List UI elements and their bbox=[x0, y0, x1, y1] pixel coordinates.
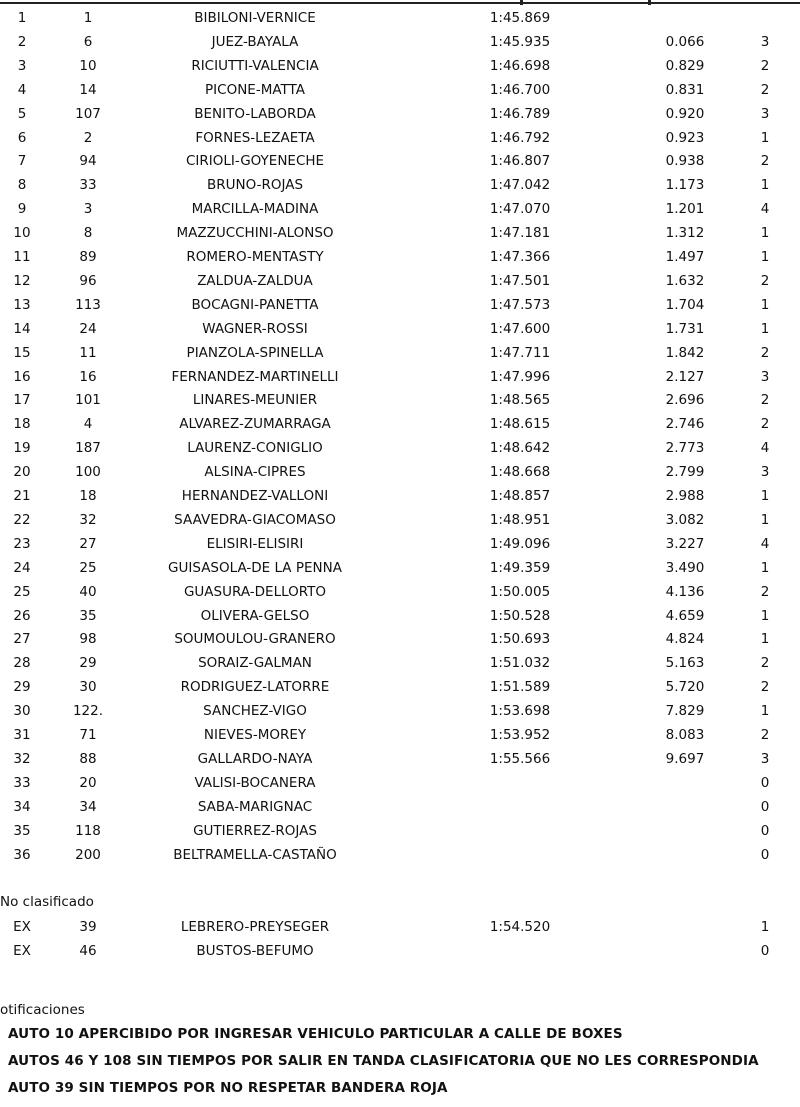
car-number-cell: 30 bbox=[79, 679, 97, 696]
drivers-cell: HERNANDEZ-VALLONI bbox=[181, 488, 329, 504]
laps-cell: 2 bbox=[760, 81, 770, 98]
drivers-cell: JUEZ-BAYALA bbox=[211, 33, 299, 50]
lap-time-cell: 1:50.005 bbox=[489, 583, 551, 600]
laps-cell: 3 bbox=[760, 105, 770, 122]
drivers-cell: GUTIERREZ-ROJAS bbox=[193, 822, 317, 839]
car-number-cell: 24 bbox=[79, 320, 97, 337]
laps-cell: 1 bbox=[760, 488, 770, 504]
header-rule-tick bbox=[648, 0, 651, 5]
car-number-cell: 1 bbox=[83, 10, 93, 26]
table-row bbox=[0, 436, 800, 460]
position-cell: 17 bbox=[13, 392, 31, 409]
position-cell: 9 bbox=[17, 201, 27, 218]
drivers-cell: SAAVEDRA-GIACOMASO bbox=[174, 511, 336, 528]
position-cell: 1 bbox=[17, 10, 27, 26]
position-cell: 2 bbox=[17, 33, 27, 50]
car-number-cell: 11 bbox=[79, 344, 97, 361]
lap-time-cell: 1:46.789 bbox=[489, 105, 551, 122]
laps-cell: 1 bbox=[760, 919, 770, 935]
notification-item: AUTOS 46 Y 108 SIN TIEMPOS POR SALIR EN TANDA CLASIFICATORIA QUE NO LES CORRESPONDIA bbox=[8, 1053, 759, 1069]
lap-time-cell: 1:53.952 bbox=[489, 727, 551, 743]
car-number-cell: 113 bbox=[75, 296, 101, 313]
table-row bbox=[0, 126, 800, 150]
table-row bbox=[0, 723, 800, 747]
drivers-cell: RICIUTTI-VALENCIA bbox=[191, 57, 319, 74]
drivers-cell: ELISIRI-ELISIRI bbox=[206, 535, 304, 552]
lap-time-cell: 1:54.520 bbox=[489, 919, 551, 935]
table-row bbox=[0, 221, 800, 245]
car-number-cell: 35 bbox=[79, 607, 97, 624]
lap-time-cell: 1:47.501 bbox=[489, 272, 551, 289]
drivers-cell: BUSTOS-BEFUMO bbox=[196, 943, 314, 959]
laps-cell: 3 bbox=[760, 368, 770, 385]
drivers-cell: LINARES-MEUNIER bbox=[192, 392, 318, 409]
laps-cell: 2 bbox=[760, 344, 770, 361]
car-number-cell: 39 bbox=[79, 919, 97, 935]
car-number-cell: 118 bbox=[75, 822, 101, 839]
table-row bbox=[0, 556, 800, 580]
gap-cell: 2.746 bbox=[665, 416, 705, 433]
lap-time-cell: 1:47.600 bbox=[489, 320, 551, 337]
header-rule bbox=[0, 2, 800, 4]
drivers-cell: GUASURA-DELLORTO bbox=[183, 583, 327, 600]
drivers-cell: GALLARDO-NAYA bbox=[197, 750, 313, 767]
lap-time-cell: 1:46.698 bbox=[489, 57, 551, 74]
table-row bbox=[0, 843, 800, 867]
position-cell: 11 bbox=[13, 249, 31, 265]
car-number-cell: 33 bbox=[79, 177, 97, 194]
laps-cell: 3 bbox=[760, 33, 770, 50]
lap-time-cell: 1:50.528 bbox=[489, 607, 551, 624]
car-number-cell: 88 bbox=[79, 750, 97, 767]
lap-time-cell: 1:48.668 bbox=[489, 464, 551, 481]
table-row bbox=[0, 699, 800, 723]
laps-cell: 3 bbox=[760, 750, 770, 767]
drivers-cell: FERNANDEZ-MARTINELLI bbox=[171, 368, 339, 385]
lap-time-cell: 1:47.711 bbox=[489, 344, 551, 361]
gap-cell: 1.632 bbox=[665, 272, 705, 289]
laps-cell: 0 bbox=[760, 774, 770, 791]
car-number-cell: 46 bbox=[79, 943, 97, 959]
lap-time-cell: 1:53.698 bbox=[489, 703, 551, 720]
laps-cell: 2 bbox=[760, 679, 770, 696]
position-cell: 16 bbox=[13, 368, 31, 385]
drivers-cell: ALVAREZ-ZUMARRAGA bbox=[179, 416, 331, 433]
lap-time-cell: 1:48.951 bbox=[489, 511, 551, 528]
table-row bbox=[0, 173, 800, 197]
car-number-cell: 107 bbox=[75, 105, 101, 122]
drivers-cell: BIBILONI-VERNICE bbox=[194, 10, 316, 26]
drivers-cell: MAZZUCCHINI-ALONSO bbox=[176, 225, 334, 242]
drivers-cell: SABA-MARIGNAC bbox=[197, 798, 313, 815]
drivers-cell: CIRIOLI-GOYENECHE bbox=[185, 153, 325, 170]
position-cell: 33 bbox=[13, 774, 31, 791]
drivers-cell: SORAIZ-GALMAN bbox=[198, 655, 312, 672]
lap-time-cell: 1:48.565 bbox=[489, 392, 551, 409]
table-row bbox=[0, 197, 800, 221]
position-cell: 23 bbox=[13, 535, 31, 552]
gap-cell: 1.201 bbox=[665, 201, 705, 218]
header-rule-tick bbox=[520, 0, 523, 5]
unclassified-heading: No clasificado bbox=[0, 894, 94, 910]
position-cell: 34 bbox=[13, 798, 31, 815]
position-cell: 29 bbox=[13, 679, 31, 696]
table-row bbox=[0, 245, 800, 269]
position-cell: EX bbox=[13, 943, 31, 959]
car-number-cell: 71 bbox=[79, 727, 97, 743]
gap-cell: 1.842 bbox=[665, 344, 705, 361]
car-number-cell: 10 bbox=[79, 57, 97, 74]
laps-cell: 0 bbox=[760, 822, 770, 839]
table-row bbox=[0, 508, 800, 532]
position-cell: 20 bbox=[13, 464, 31, 481]
laps-cell: 0 bbox=[760, 943, 770, 959]
table-row bbox=[0, 317, 800, 341]
position-cell: 27 bbox=[13, 631, 31, 648]
lap-time-cell: 1:49.096 bbox=[489, 535, 551, 552]
lap-time-cell: 1:47.996 bbox=[489, 368, 551, 385]
lap-time-cell: 1:51.032 bbox=[489, 655, 551, 672]
laps-cell: 1 bbox=[760, 129, 770, 146]
lap-time-cell: 1:51.589 bbox=[489, 679, 551, 696]
lap-time-cell: 1:46.700 bbox=[489, 81, 551, 98]
lap-time-cell: 1:50.693 bbox=[489, 631, 551, 648]
laps-cell: 0 bbox=[760, 798, 770, 815]
gap-cell: 2.696 bbox=[665, 392, 705, 409]
laps-cell: 2 bbox=[760, 392, 770, 409]
table-row bbox=[0, 54, 800, 78]
car-number-cell: 18 bbox=[79, 488, 97, 504]
table-row bbox=[0, 675, 800, 699]
position-cell: 24 bbox=[13, 559, 31, 576]
drivers-cell: BOCAGNI-PANETTA bbox=[191, 296, 319, 313]
table-row bbox=[0, 580, 800, 604]
notification-item: AUTO 10 APERCIBIDO POR INGRESAR VEHICULO PARTICULAR A CALLE DE BOXES bbox=[8, 1026, 623, 1042]
laps-cell: 1 bbox=[760, 559, 770, 576]
lap-time-cell: 1:45.935 bbox=[489, 33, 551, 50]
table-row bbox=[0, 388, 800, 412]
position-cell: 19 bbox=[13, 440, 31, 457]
gap-cell: 1.704 bbox=[665, 296, 705, 313]
drivers-cell: VALISI-BOCANERA bbox=[194, 774, 316, 791]
gap-cell: 3.490 bbox=[665, 559, 705, 576]
car-number-cell: 101 bbox=[75, 392, 101, 409]
table-row bbox=[0, 30, 800, 54]
position-cell: 25 bbox=[13, 583, 31, 600]
drivers-cell: NIEVES-MOREY bbox=[203, 727, 307, 743]
gap-cell: 2.773 bbox=[665, 440, 705, 457]
gap-cell: 0.938 bbox=[665, 153, 705, 170]
drivers-cell: BRUNO-ROJAS bbox=[206, 177, 304, 194]
drivers-cell: GUISASOLA-DE LA PENNA bbox=[168, 559, 342, 576]
gap-cell: 1.497 bbox=[665, 249, 705, 265]
table-row bbox=[0, 365, 800, 389]
gap-cell: 3.227 bbox=[665, 535, 705, 552]
notifications-heading: otificaciones bbox=[0, 1002, 85, 1018]
table-row bbox=[0, 939, 800, 963]
drivers-cell: MARCILLA-MADINA bbox=[191, 201, 319, 218]
car-number-cell: 6 bbox=[83, 33, 93, 50]
lap-time-cell: 1:48.857 bbox=[489, 488, 551, 504]
position-cell: 8 bbox=[17, 177, 27, 194]
car-number-cell: 29 bbox=[79, 655, 97, 672]
drivers-cell: PIANZOLA-SPINELLA bbox=[186, 344, 324, 361]
gap-cell: 2.799 bbox=[665, 464, 705, 481]
position-cell: 12 bbox=[13, 272, 31, 289]
car-number-cell: 16 bbox=[79, 368, 97, 385]
laps-cell: 1 bbox=[760, 320, 770, 337]
lap-time-cell: 1:47.070 bbox=[489, 201, 551, 218]
position-cell: 31 bbox=[13, 727, 31, 743]
lap-time-cell: 1:47.042 bbox=[489, 177, 551, 194]
lap-time-cell: 1:46.792 bbox=[489, 129, 551, 146]
gap-cell: 0.831 bbox=[665, 81, 705, 98]
position-cell: 7 bbox=[17, 153, 27, 170]
gap-cell: 5.163 bbox=[665, 655, 705, 672]
notification-item: AUTO 39 SIN TIEMPOS POR NO RESPETAR BANDERA ROJA bbox=[8, 1080, 448, 1096]
drivers-cell: ROMERO-MENTASTY bbox=[186, 249, 324, 265]
lap-time-cell: 1:46.807 bbox=[489, 153, 551, 170]
table-row bbox=[0, 484, 800, 508]
table-row bbox=[0, 795, 800, 819]
table-row bbox=[0, 747, 800, 771]
gap-cell: 2.127 bbox=[665, 368, 705, 385]
lap-time-cell: 1:48.615 bbox=[489, 416, 551, 433]
position-cell: 32 bbox=[13, 750, 31, 767]
table-row bbox=[0, 102, 800, 126]
table-row bbox=[0, 532, 800, 556]
car-number-cell: 8 bbox=[83, 225, 93, 242]
gap-cell: 1.312 bbox=[665, 225, 705, 242]
position-cell: 21 bbox=[13, 488, 31, 504]
gap-cell: 3.082 bbox=[665, 511, 705, 528]
car-number-cell: 14 bbox=[79, 81, 97, 98]
gap-cell: 4.659 bbox=[665, 607, 705, 624]
gap-cell: 4.136 bbox=[665, 583, 705, 600]
lap-time-cell: 1:47.181 bbox=[489, 225, 551, 242]
lap-time-cell: 1:48.642 bbox=[489, 440, 551, 457]
drivers-cell: ALSINA-CIPRES bbox=[204, 464, 306, 481]
lap-time-cell: 1:47.366 bbox=[489, 249, 551, 265]
gap-cell: 0.923 bbox=[665, 129, 705, 146]
position-cell: 22 bbox=[13, 511, 31, 528]
position-cell: EX bbox=[13, 919, 31, 935]
table-row bbox=[0, 269, 800, 293]
laps-cell: 4 bbox=[760, 535, 770, 552]
car-number-cell: 98 bbox=[79, 631, 97, 648]
position-cell: 18 bbox=[13, 416, 31, 433]
drivers-cell: SOUMOULOU-GRANERO bbox=[174, 631, 336, 648]
car-number-cell: 34 bbox=[79, 798, 97, 815]
laps-cell: 1 bbox=[760, 296, 770, 313]
position-cell: 6 bbox=[17, 129, 27, 146]
gap-cell: 1.173 bbox=[665, 177, 705, 194]
table-row bbox=[0, 819, 800, 843]
position-cell: 3 bbox=[17, 57, 27, 74]
lap-time-cell: 1:49.359 bbox=[489, 559, 551, 576]
laps-cell: 1 bbox=[760, 511, 770, 528]
table-row bbox=[0, 771, 800, 795]
laps-cell: 2 bbox=[760, 583, 770, 600]
car-number-cell: 96 bbox=[79, 272, 97, 289]
drivers-cell: PICONE-MATTA bbox=[205, 81, 305, 98]
drivers-cell: LEBRERO-PREYSEGER bbox=[180, 919, 330, 935]
position-cell: 14 bbox=[13, 320, 31, 337]
car-number-cell: 122. bbox=[72, 703, 104, 720]
laps-cell: 2 bbox=[760, 272, 770, 289]
drivers-cell: OLIVERA-GELSO bbox=[200, 607, 310, 624]
gap-cell: 0.829 bbox=[665, 57, 705, 74]
gap-cell: 7.829 bbox=[665, 703, 705, 720]
position-cell: 30 bbox=[13, 703, 31, 720]
table-row bbox=[0, 293, 800, 317]
laps-cell: 2 bbox=[760, 416, 770, 433]
car-number-cell: 3 bbox=[83, 201, 93, 218]
table-row bbox=[0, 604, 800, 628]
gap-cell: 4.824 bbox=[665, 631, 705, 648]
position-cell: 26 bbox=[13, 607, 31, 624]
laps-cell: 3 bbox=[760, 464, 770, 481]
lap-time-cell: 1:55.566 bbox=[489, 750, 551, 767]
laps-cell: 2 bbox=[760, 727, 770, 743]
gap-cell: 2.988 bbox=[665, 488, 705, 504]
gap-cell: 8.083 bbox=[665, 727, 705, 743]
table-row bbox=[0, 6, 800, 30]
table-row bbox=[0, 460, 800, 484]
drivers-cell: WAGNER-ROSSI bbox=[202, 320, 308, 337]
car-number-cell: 100 bbox=[75, 464, 101, 481]
gap-cell: 0.066 bbox=[665, 33, 705, 50]
table-row bbox=[0, 651, 800, 675]
position-cell: 13 bbox=[13, 296, 31, 313]
car-number-cell: 25 bbox=[79, 559, 97, 576]
laps-cell: 2 bbox=[760, 153, 770, 170]
laps-cell: 2 bbox=[760, 57, 770, 74]
car-number-cell: 32 bbox=[79, 511, 97, 528]
laps-cell: 4 bbox=[760, 201, 770, 218]
laps-cell: 1 bbox=[760, 703, 770, 720]
gap-cell: 0.920 bbox=[665, 105, 705, 122]
gap-cell: 1.731 bbox=[665, 320, 705, 337]
gap-cell: 9.697 bbox=[665, 750, 705, 767]
laps-cell: 2 bbox=[760, 655, 770, 672]
laps-cell: 4 bbox=[760, 440, 770, 457]
laps-cell: 1 bbox=[760, 631, 770, 648]
table-row bbox=[0, 915, 800, 939]
position-cell: 4 bbox=[17, 81, 27, 98]
drivers-cell: FORNES-LEZAETA bbox=[195, 129, 315, 146]
car-number-cell: 27 bbox=[79, 535, 97, 552]
drivers-cell: SANCHEZ-VIGO bbox=[203, 703, 307, 720]
car-number-cell: 89 bbox=[79, 249, 97, 265]
table-row bbox=[0, 78, 800, 102]
gap-cell: 5.720 bbox=[665, 679, 705, 696]
position-cell: 5 bbox=[17, 105, 27, 122]
lap-time-cell: 1:47.573 bbox=[489, 296, 551, 313]
drivers-cell: BELTRAMELLA-CASTAÑO bbox=[173, 846, 337, 863]
drivers-cell: LAURENZ-CONIGLIO bbox=[187, 440, 323, 457]
table-row bbox=[0, 149, 800, 173]
car-number-cell: 20 bbox=[79, 774, 97, 791]
position-cell: 36 bbox=[13, 846, 31, 863]
laps-cell: 1 bbox=[760, 225, 770, 242]
table-row bbox=[0, 341, 800, 365]
car-number-cell: 94 bbox=[79, 153, 97, 170]
table-row bbox=[0, 412, 800, 436]
laps-cell: 0 bbox=[760, 846, 770, 863]
car-number-cell: 200 bbox=[75, 846, 101, 863]
car-number-cell: 40 bbox=[79, 583, 97, 600]
laps-cell: 1 bbox=[760, 607, 770, 624]
laps-cell: 1 bbox=[760, 249, 770, 265]
car-number-cell: 187 bbox=[75, 440, 101, 457]
drivers-cell: BENITO-LABORDA bbox=[194, 105, 316, 122]
car-number-cell: 2 bbox=[83, 129, 93, 146]
position-cell: 10 bbox=[13, 225, 31, 242]
lap-time-cell: 1:45.869 bbox=[489, 10, 551, 26]
drivers-cell: RODRIGUEZ-LATORRE bbox=[180, 679, 330, 696]
position-cell: 28 bbox=[13, 655, 31, 672]
position-cell: 15 bbox=[13, 344, 31, 361]
car-number-cell: 4 bbox=[83, 416, 93, 433]
position-cell: 35 bbox=[13, 822, 31, 839]
drivers-cell: ZALDUA-ZALDUA bbox=[197, 272, 313, 289]
laps-cell: 1 bbox=[760, 177, 770, 194]
table-row bbox=[0, 627, 800, 651]
